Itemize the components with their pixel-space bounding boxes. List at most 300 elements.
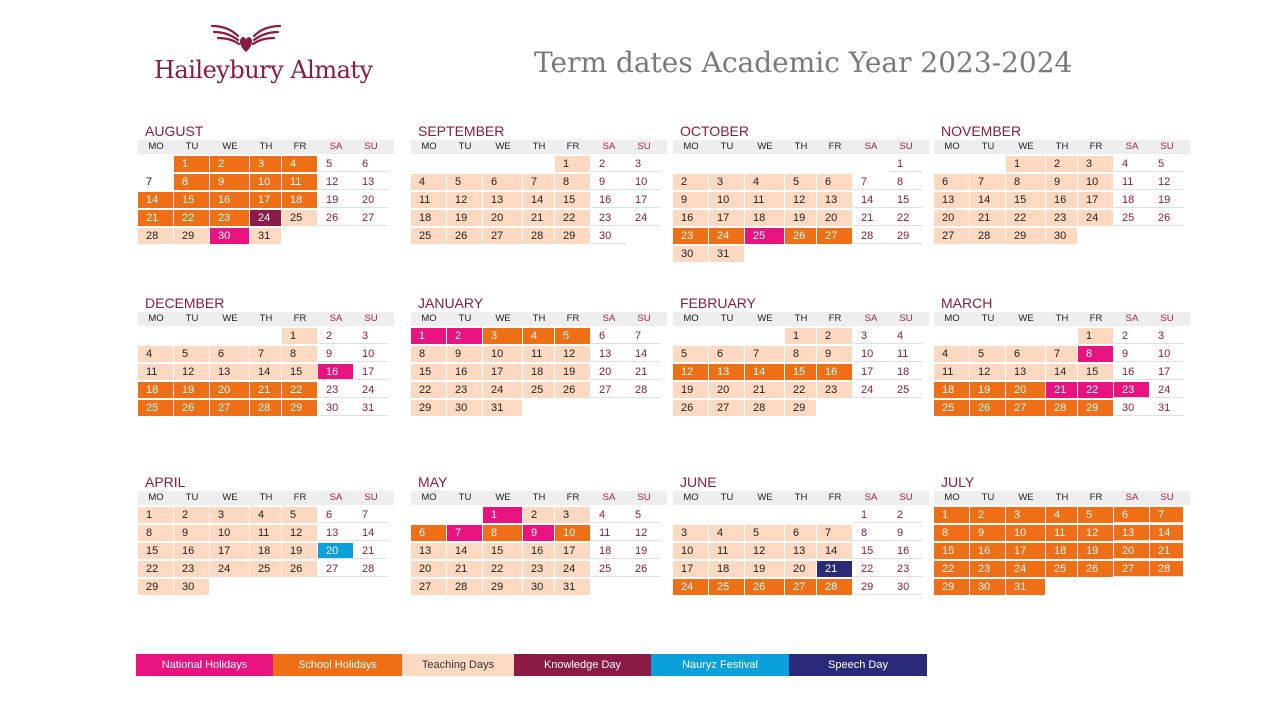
day-cell: 4	[1046, 507, 1078, 523]
day-cell: 8	[934, 525, 970, 541]
empty-day	[411, 507, 447, 523]
weekday-label: SU	[1160, 492, 1174, 503]
day-cell: 25	[1046, 561, 1078, 577]
day-cell: 14	[523, 192, 555, 208]
weekday-label: TH	[532, 492, 546, 503]
day-cell: 12	[1078, 525, 1114, 541]
day-cell: 25	[709, 579, 745, 595]
day-cell: 14	[138, 192, 174, 208]
day-cell: 23	[1114, 382, 1150, 398]
day-cell: 30	[174, 579, 210, 595]
legend	[136, 654, 927, 676]
weekday-label: FR	[1089, 492, 1103, 503]
weekday-header	[934, 140, 1190, 154]
weekday-label: FR	[828, 492, 842, 503]
weekday-label: WE	[495, 141, 511, 152]
day-cell: 30	[210, 228, 250, 244]
week-row	[138, 507, 394, 523]
day-cell: 20	[210, 382, 250, 398]
day-cell: 20	[411, 561, 447, 577]
day-cell: 28	[447, 579, 483, 595]
week-row	[411, 228, 667, 244]
day-cell: 23	[210, 210, 250, 226]
day-cell: 3	[354, 328, 388, 344]
day-cell: 30	[1114, 400, 1150, 416]
day-cell: 18	[709, 561, 745, 577]
day-cell: 3	[210, 507, 250, 523]
day-cell: 28	[970, 228, 1006, 244]
day-cell: 26	[745, 579, 785, 595]
logo-text: Haileybury Almaty	[154, 56, 373, 84]
weekday-label: SA	[1125, 313, 1139, 324]
day-cell: 11	[1114, 174, 1150, 190]
day-cell: 22	[785, 382, 817, 398]
day-cell: 21	[745, 382, 785, 398]
day-cell: 4	[889, 328, 923, 344]
day-cell: 7	[354, 507, 388, 523]
day-cell: 24	[555, 561, 591, 577]
month-name: JANUARY	[418, 295, 484, 311]
day-cell: 8	[1078, 346, 1114, 362]
day-cell: 11	[523, 346, 555, 362]
week-row	[934, 561, 1190, 577]
day-cell: 3	[555, 507, 591, 523]
week-row	[411, 382, 667, 398]
weekday-label: TH	[259, 141, 273, 152]
day-cell: 22	[174, 210, 210, 226]
empty-day	[709, 507, 745, 523]
day-cell: 14	[354, 525, 388, 541]
day-cell: 1	[785, 328, 817, 344]
day-cell: 4	[934, 346, 970, 362]
day-cell: 15	[785, 364, 817, 380]
day-cell: 25	[591, 561, 627, 577]
day-cell: 15	[138, 543, 174, 559]
day-cell: 7	[138, 174, 174, 190]
weekday-label: WE	[222, 141, 238, 152]
month-september	[411, 122, 667, 244]
week-row	[673, 543, 929, 559]
day-cell: 9	[447, 346, 483, 362]
week-row	[411, 579, 667, 595]
empty-day	[817, 246, 853, 262]
day-cell: 15	[889, 192, 923, 208]
day-cell: 4	[745, 174, 785, 190]
day-cell: 8	[282, 346, 318, 362]
day-cell: 19	[174, 382, 210, 398]
day-cell: 12	[673, 364, 709, 380]
day-cell: 13	[483, 192, 523, 208]
day-cell: 31	[1150, 400, 1184, 416]
day-cell: 29	[174, 228, 210, 244]
weekday-label: FR	[828, 313, 842, 324]
empty-day	[555, 400, 591, 416]
day-cell: 5	[555, 328, 591, 344]
month-name: APRIL	[145, 474, 186, 490]
day-cell: 19	[627, 543, 661, 559]
week-row	[934, 364, 1190, 380]
weekday-label: TH	[794, 492, 808, 503]
empty-day	[210, 328, 250, 344]
weekday-label: WE	[1018, 313, 1034, 324]
weekday-label: TU	[981, 313, 995, 324]
day-cell: 18	[282, 192, 318, 208]
day-cell: 18	[250, 543, 282, 559]
day-cell: 29	[853, 579, 889, 595]
day-cell: 6	[785, 525, 817, 541]
day-cell: 3	[853, 328, 889, 344]
weekday-label: FR	[566, 141, 580, 152]
week-row	[934, 400, 1190, 416]
day-cell: 29	[411, 400, 447, 416]
day-cell: 2	[817, 328, 853, 344]
day-cell: 28	[1046, 400, 1078, 416]
empty-day	[318, 579, 354, 595]
empty-day	[250, 328, 282, 344]
empty-day	[745, 156, 785, 172]
day-cell: 21	[523, 210, 555, 226]
month-october	[673, 122, 929, 262]
day-cell: 6	[411, 525, 447, 541]
day-cell: 29	[282, 400, 318, 416]
day-cell: 8	[411, 346, 447, 362]
weekday-label: TU	[458, 492, 472, 503]
day-cell: 13	[1114, 525, 1150, 541]
week-row	[673, 364, 929, 380]
day-cell: 25	[411, 228, 447, 244]
weekday-label: SA	[864, 492, 878, 503]
weekday-label: MO	[944, 141, 960, 152]
day-cell: 22	[1006, 210, 1046, 226]
day-cell: 15	[555, 192, 591, 208]
day-cell: 25	[1114, 210, 1150, 226]
weekday-label: SU	[364, 313, 378, 324]
day-cell: 20	[483, 210, 523, 226]
month-name: NOVEMBER	[941, 123, 1022, 139]
day-cell: 14	[745, 364, 785, 380]
day-cell: 5	[447, 174, 483, 190]
day-cell: 13	[210, 364, 250, 380]
weekday-label: SU	[364, 492, 378, 503]
day-cell: 22	[934, 561, 970, 577]
day-cell: 15	[411, 364, 447, 380]
month-name: OCTOBER	[680, 123, 749, 139]
day-cell: 25	[138, 400, 174, 416]
day-cell: 1	[934, 507, 970, 523]
day-cell: 2	[210, 156, 250, 172]
day-cell: 13	[591, 346, 627, 362]
legend-nauryz: Nauryz Festival	[651, 654, 789, 676]
weekday-label: TU	[720, 313, 734, 324]
day-cell: 17	[555, 543, 591, 559]
month-april	[138, 473, 394, 595]
day-cell: 16	[447, 364, 483, 380]
day-cell: 16	[817, 364, 853, 380]
empty-day	[817, 507, 853, 523]
weekday-label: MO	[148, 492, 164, 503]
day-cell: 21	[817, 561, 853, 577]
day-cell: 30	[318, 400, 354, 416]
day-cell: 27	[1006, 400, 1046, 416]
empty-day	[853, 156, 889, 172]
day-cell: 16	[210, 192, 250, 208]
weekday-label: SU	[637, 141, 651, 152]
day-cell: 16	[889, 543, 923, 559]
weekday-label: TH	[794, 141, 808, 152]
weekday-label: TU	[185, 313, 199, 324]
day-cell: 16	[591, 192, 627, 208]
weekday-label: WE	[495, 313, 511, 324]
month-name: FEBRUARY	[680, 295, 756, 311]
week-row	[673, 382, 929, 398]
weekday-label: FR	[1089, 141, 1103, 152]
week-row	[411, 400, 667, 416]
day-cell: 19	[673, 382, 709, 398]
day-cell: 24	[1006, 561, 1046, 577]
day-cell: 6	[483, 174, 523, 190]
day-cell: 5	[1078, 507, 1114, 523]
day-cell: 8	[483, 525, 523, 541]
day-cell: 21	[354, 543, 388, 559]
empty-day	[817, 400, 853, 416]
day-cell: 6	[817, 174, 853, 190]
legend-teach: Teaching Days	[402, 654, 514, 676]
day-cell: 17	[1078, 192, 1114, 208]
empty-day	[785, 156, 817, 172]
weekday-label: TH	[1055, 492, 1069, 503]
month-name: JULY	[941, 474, 975, 490]
day-cell: 6	[934, 174, 970, 190]
day-cell: 15	[282, 364, 318, 380]
day-cell: 30	[591, 228, 627, 244]
day-cell: 11	[411, 192, 447, 208]
weekday-label: MO	[683, 141, 699, 152]
empty-day	[745, 507, 785, 523]
day-cell: 28	[138, 228, 174, 244]
weekday-label: TU	[458, 141, 472, 152]
weekday-label: SA	[602, 141, 616, 152]
day-cell: 2	[318, 328, 354, 344]
week-row	[138, 328, 394, 344]
day-cell: 6	[354, 156, 388, 172]
day-cell: 4	[138, 346, 174, 362]
day-cell: 25	[745, 228, 785, 244]
day-cell: 17	[853, 364, 889, 380]
weekday-label: SA	[602, 492, 616, 503]
day-cell: 12	[174, 364, 210, 380]
day-cell: 26	[555, 382, 591, 398]
weekday-label: SU	[364, 141, 378, 152]
day-cell: 2	[1046, 156, 1078, 172]
day-cell: 28	[853, 228, 889, 244]
day-cell: 2	[591, 156, 627, 172]
weekday-header	[673, 140, 929, 154]
weekday-label: SA	[864, 313, 878, 324]
day-cell: 17	[1150, 364, 1184, 380]
empty-day	[282, 579, 318, 595]
day-cell: 14	[853, 192, 889, 208]
week-row	[934, 525, 1190, 541]
day-cell: 9	[970, 525, 1006, 541]
month-may	[411, 473, 667, 595]
day-cell: 19	[555, 364, 591, 380]
day-cell: 27	[318, 561, 354, 577]
day-cell: 9	[591, 174, 627, 190]
day-cell: 28	[627, 382, 661, 398]
day-cell: 9	[1114, 346, 1150, 362]
day-cell: 16	[174, 543, 210, 559]
day-cell: 20	[591, 364, 627, 380]
week-row	[411, 561, 667, 577]
day-cell: 31	[709, 246, 745, 262]
month-january	[411, 294, 667, 416]
weekday-label: SA	[329, 313, 343, 324]
legend-school: School Holidays	[273, 654, 402, 676]
day-cell: 19	[318, 192, 354, 208]
day-cell: 26	[673, 400, 709, 416]
day-cell: 16	[523, 543, 555, 559]
weekday-header	[411, 491, 667, 505]
empty-day	[210, 579, 250, 595]
week-row	[411, 156, 667, 172]
day-cell: 11	[889, 346, 923, 362]
weekday-label: SU	[1160, 141, 1174, 152]
day-cell: 6	[318, 507, 354, 523]
day-cell: 11	[934, 364, 970, 380]
day-cell: 29	[1006, 228, 1046, 244]
day-cell: 30	[1046, 228, 1078, 244]
weekday-label: FR	[566, 313, 580, 324]
week-row	[934, 382, 1190, 398]
day-cell: 1	[555, 156, 591, 172]
weekday-label: MO	[421, 313, 437, 324]
day-cell: 13	[354, 174, 388, 190]
day-cell: 1	[1078, 328, 1114, 344]
week-row	[673, 579, 929, 595]
month-name: MARCH	[941, 295, 993, 311]
day-cell: 17	[673, 561, 709, 577]
day-cell: 1	[138, 507, 174, 523]
empty-day	[970, 328, 1006, 344]
day-cell: 1	[174, 156, 210, 172]
weekday-header	[673, 312, 929, 326]
day-cell: 5	[785, 174, 817, 190]
weekday-label: FR	[293, 141, 307, 152]
week-row	[673, 525, 929, 541]
day-cell: 2	[970, 507, 1006, 523]
day-cell: 20	[709, 382, 745, 398]
day-cell: 11	[282, 174, 318, 190]
empty-day	[627, 228, 661, 244]
day-cell: 28	[1150, 561, 1184, 577]
week-row	[934, 579, 1190, 595]
week-row	[411, 346, 667, 362]
day-cell: 26	[174, 400, 210, 416]
day-cell: 24	[673, 579, 709, 595]
empty-day	[745, 328, 785, 344]
day-cell: 10	[210, 525, 250, 541]
legend-national: National Holidays	[136, 654, 273, 676]
empty-day	[934, 328, 970, 344]
day-cell: 23	[970, 561, 1006, 577]
day-cell: 7	[1150, 507, 1184, 523]
day-cell: 26	[1150, 210, 1184, 226]
day-cell: 10	[627, 174, 661, 190]
legend-speech: Speech Day	[789, 654, 927, 676]
empty-day	[354, 228, 388, 244]
day-cell: 19	[1078, 543, 1114, 559]
empty-day	[483, 156, 523, 172]
day-cell: 16	[970, 543, 1006, 559]
weekday-label: FR	[293, 313, 307, 324]
day-cell: 24	[627, 210, 661, 226]
week-row	[934, 507, 1190, 523]
day-cell: 30	[523, 579, 555, 595]
weekday-header	[934, 491, 1190, 505]
day-cell: 7	[745, 346, 785, 362]
empty-day	[318, 228, 354, 244]
weekday-header	[138, 312, 394, 326]
day-cell: 27	[591, 382, 627, 398]
day-cell: 10	[1078, 174, 1114, 190]
weekday-header	[411, 140, 667, 154]
day-cell: 21	[250, 382, 282, 398]
day-cell: 2	[447, 328, 483, 344]
day-cell: 27	[483, 228, 523, 244]
day-cell: 18	[889, 364, 923, 380]
day-cell: 10	[1150, 346, 1184, 362]
day-cell: 7	[523, 174, 555, 190]
empty-day	[1046, 579, 1078, 595]
day-cell: 18	[934, 382, 970, 398]
day-cell: 3	[627, 156, 661, 172]
day-cell: 21	[1046, 382, 1078, 398]
month-name: AUGUST	[145, 123, 204, 139]
empty-day	[817, 156, 853, 172]
day-cell: 13	[411, 543, 447, 559]
day-cell: 7	[853, 174, 889, 190]
day-cell: 3	[1006, 507, 1046, 523]
day-cell: 10	[555, 525, 591, 541]
day-cell: 22	[889, 210, 923, 226]
day-cell: 2	[1114, 328, 1150, 344]
week-row	[934, 328, 1190, 344]
month-november	[934, 122, 1190, 244]
day-cell: 14	[970, 192, 1006, 208]
day-cell: 29	[889, 228, 923, 244]
day-cell: 21	[970, 210, 1006, 226]
weekday-label: TU	[981, 492, 995, 503]
day-cell: 29	[555, 228, 591, 244]
day-cell: 30	[970, 579, 1006, 595]
day-cell: 10	[483, 346, 523, 362]
weekday-label: MO	[683, 492, 699, 503]
week-row	[411, 192, 667, 208]
month-name: MAY	[418, 474, 448, 490]
weekday-label: WE	[757, 141, 773, 152]
month-august	[138, 122, 394, 244]
day-cell: 17	[210, 543, 250, 559]
empty-day	[1078, 228, 1114, 244]
weekday-label: TH	[1055, 141, 1069, 152]
week-row	[934, 210, 1190, 226]
day-cell: 12	[745, 543, 785, 559]
day-cell: 28	[745, 400, 785, 416]
day-cell: 17	[354, 364, 388, 380]
day-cell: 11	[1046, 525, 1078, 541]
day-cell: 25	[934, 400, 970, 416]
day-cell: 16	[1114, 364, 1150, 380]
